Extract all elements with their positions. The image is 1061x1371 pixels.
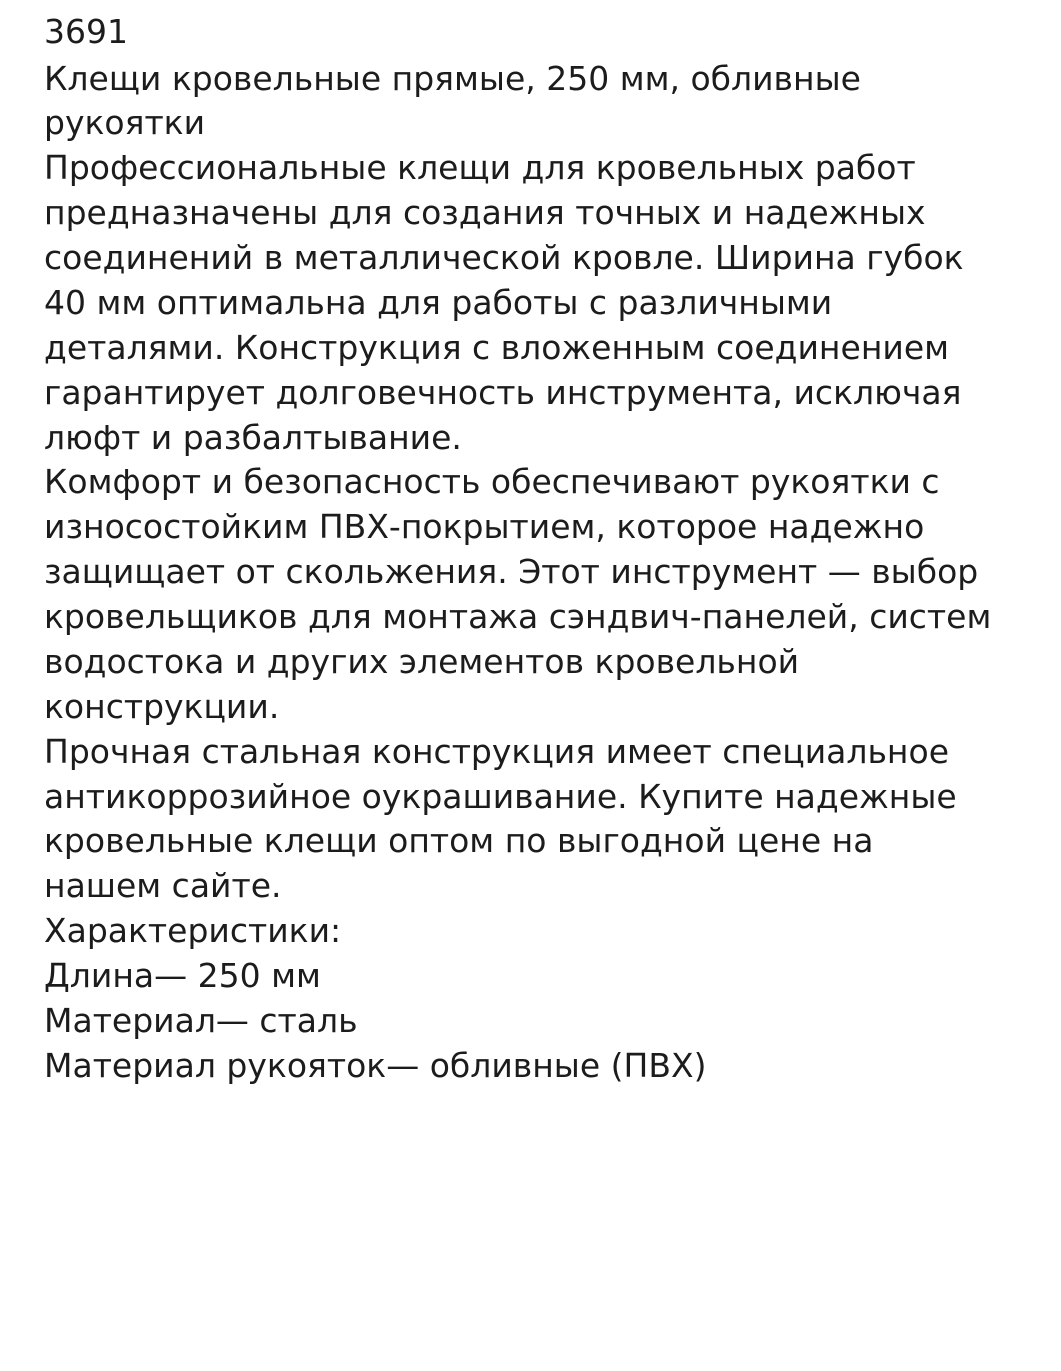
product-code: 3691 [44, 12, 128, 51]
spec-item-length: Длина— 250 мм [44, 956, 321, 996]
spec-item-handle-material: Материал рукояток— обливные (ПВХ) [44, 1045, 707, 1085]
spec-item-material: Материал— сталь [44, 1000, 358, 1040]
description-paragraph-2: Комфорт и безопасность обеспечивают рукоятки с износостойким ПВХ-покрытием, которое надежно защищает от скольжения. Этот инструмент — выбор кровельщиков для монтажа сэндвич-панелей, систем водостока и других элементов кровельной конструкции. [44, 462, 992, 726]
description-paragraph-1: Профессиональные клещи для кровельных работ предназначены для создания точных и надежных соединений в металлической кровле. Ширина губок 40 мм оптимальна для работы с различными деталями. Конструкция с вложенным соединением гарантирует долговечность инструмента, исключая люфт и разбалтывание. [44, 148, 964, 457]
specs-heading: Характеристики: [44, 911, 342, 951]
product-title: Клещи кровельные прямые, 250 мм, обливные рукоятки [44, 58, 861, 143]
specs-list [44, 954, 1001, 1089]
description-paragraph-3: Прочная стальная конструкция имеет специальное антикоррозийное оукрашивание. Купите надежные кровельные клещи оптом по выгодной цене на нашем сайте. [44, 731, 957, 906]
